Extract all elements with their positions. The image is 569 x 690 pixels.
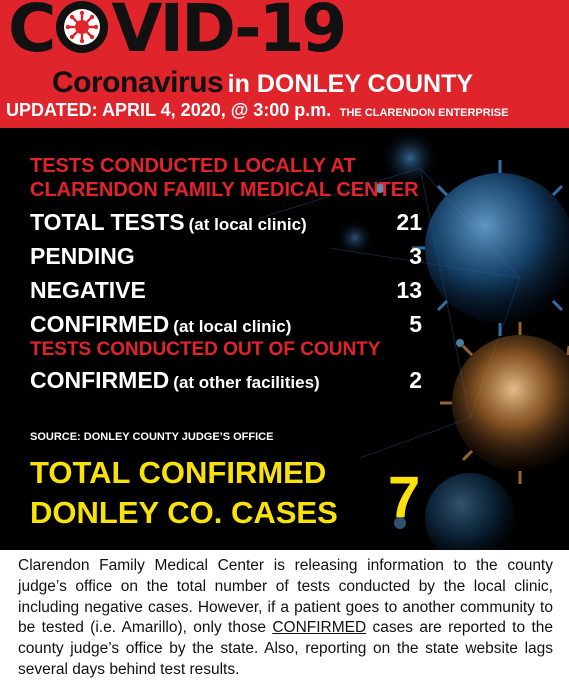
- stat-label: TOTAL TESTS: [30, 209, 185, 235]
- stat-note: (at other facilities): [173, 373, 320, 392]
- stat-row-pending: [30, 238, 422, 272]
- title-part1: C: [8, 0, 54, 67]
- total-confirmed-value: 7: [388, 465, 421, 530]
- virus-icon: [54, 0, 110, 55]
- local-tests-heading-line2: CLARENDON FAMILY MEDICAL CENTER: [30, 179, 419, 201]
- title-part2: VID-19: [111, 0, 345, 67]
- stat-value: 21: [396, 209, 422, 235]
- stats-panel: [0, 128, 569, 550]
- stat-row-confirmed-local: [30, 306, 422, 340]
- total-label-line1: TOTAL CONFIRMED: [30, 455, 327, 490]
- source-credit: SOURCE: DONLEY COUNTY JUDGE’S OFFICE: [30, 431, 274, 443]
- publisher-credit: THE CLARENDON ENTERPRISE: [339, 107, 509, 119]
- paragraph-text-end: cases are reported to the county judge’s office by the state. Also, reporting on the state website lags several days behind test results.: [18, 619, 553, 678]
- stat-value: 3: [409, 243, 422, 269]
- stat-note: (at local clinic): [173, 317, 292, 336]
- subtitle-coronavirus: Coronavirus: [52, 66, 224, 99]
- stat-value: 5: [409, 311, 422, 337]
- paragraph-underlined-word: CONFIRMED: [272, 619, 367, 637]
- stat-row-total-tests: [30, 204, 422, 238]
- stat-label: CONFIRMED: [30, 367, 170, 393]
- header-banner: [0, 0, 569, 128]
- out-of-county-heading: TESTS CONDUCTED OUT OF COUNTY: [30, 339, 381, 360]
- total-confirmed-label: [30, 453, 338, 533]
- updated-timestamp: UPDATED: APRIL 4, 2020, @ 3:00 p.m.: [6, 100, 332, 120]
- local-tests-heading: TESTS CONDUCTED LOCALLY AT: [30, 155, 356, 177]
- updated-line: [6, 100, 508, 121]
- page-title: [8, 0, 345, 67]
- stat-label: PENDING: [30, 243, 135, 269]
- stat-label: NEGATIVE: [30, 277, 146, 303]
- stat-note: (at local clinic): [188, 215, 307, 234]
- total-label-line2: DONLEY CO. CASES: [30, 495, 338, 530]
- stat-label: CONFIRMED: [30, 311, 170, 337]
- stat-value: 2: [409, 367, 422, 393]
- stat-value: 13: [396, 277, 422, 303]
- stat-row-negative: [30, 272, 422, 306]
- subtitle-county: in DONLEY COUNTY: [227, 70, 474, 98]
- stat-row-confirmed-other: [30, 362, 422, 396]
- explanation-paragraph: [18, 556, 553, 681]
- paragraph-text: Clarendon Family Medical Center is releasing information to the county judge’s office on the total number of tests conducted by the local clinic, including negative cases. However, if a patient goes to another community to be tested (i.e. Amarillo), only those: [18, 557, 553, 637]
